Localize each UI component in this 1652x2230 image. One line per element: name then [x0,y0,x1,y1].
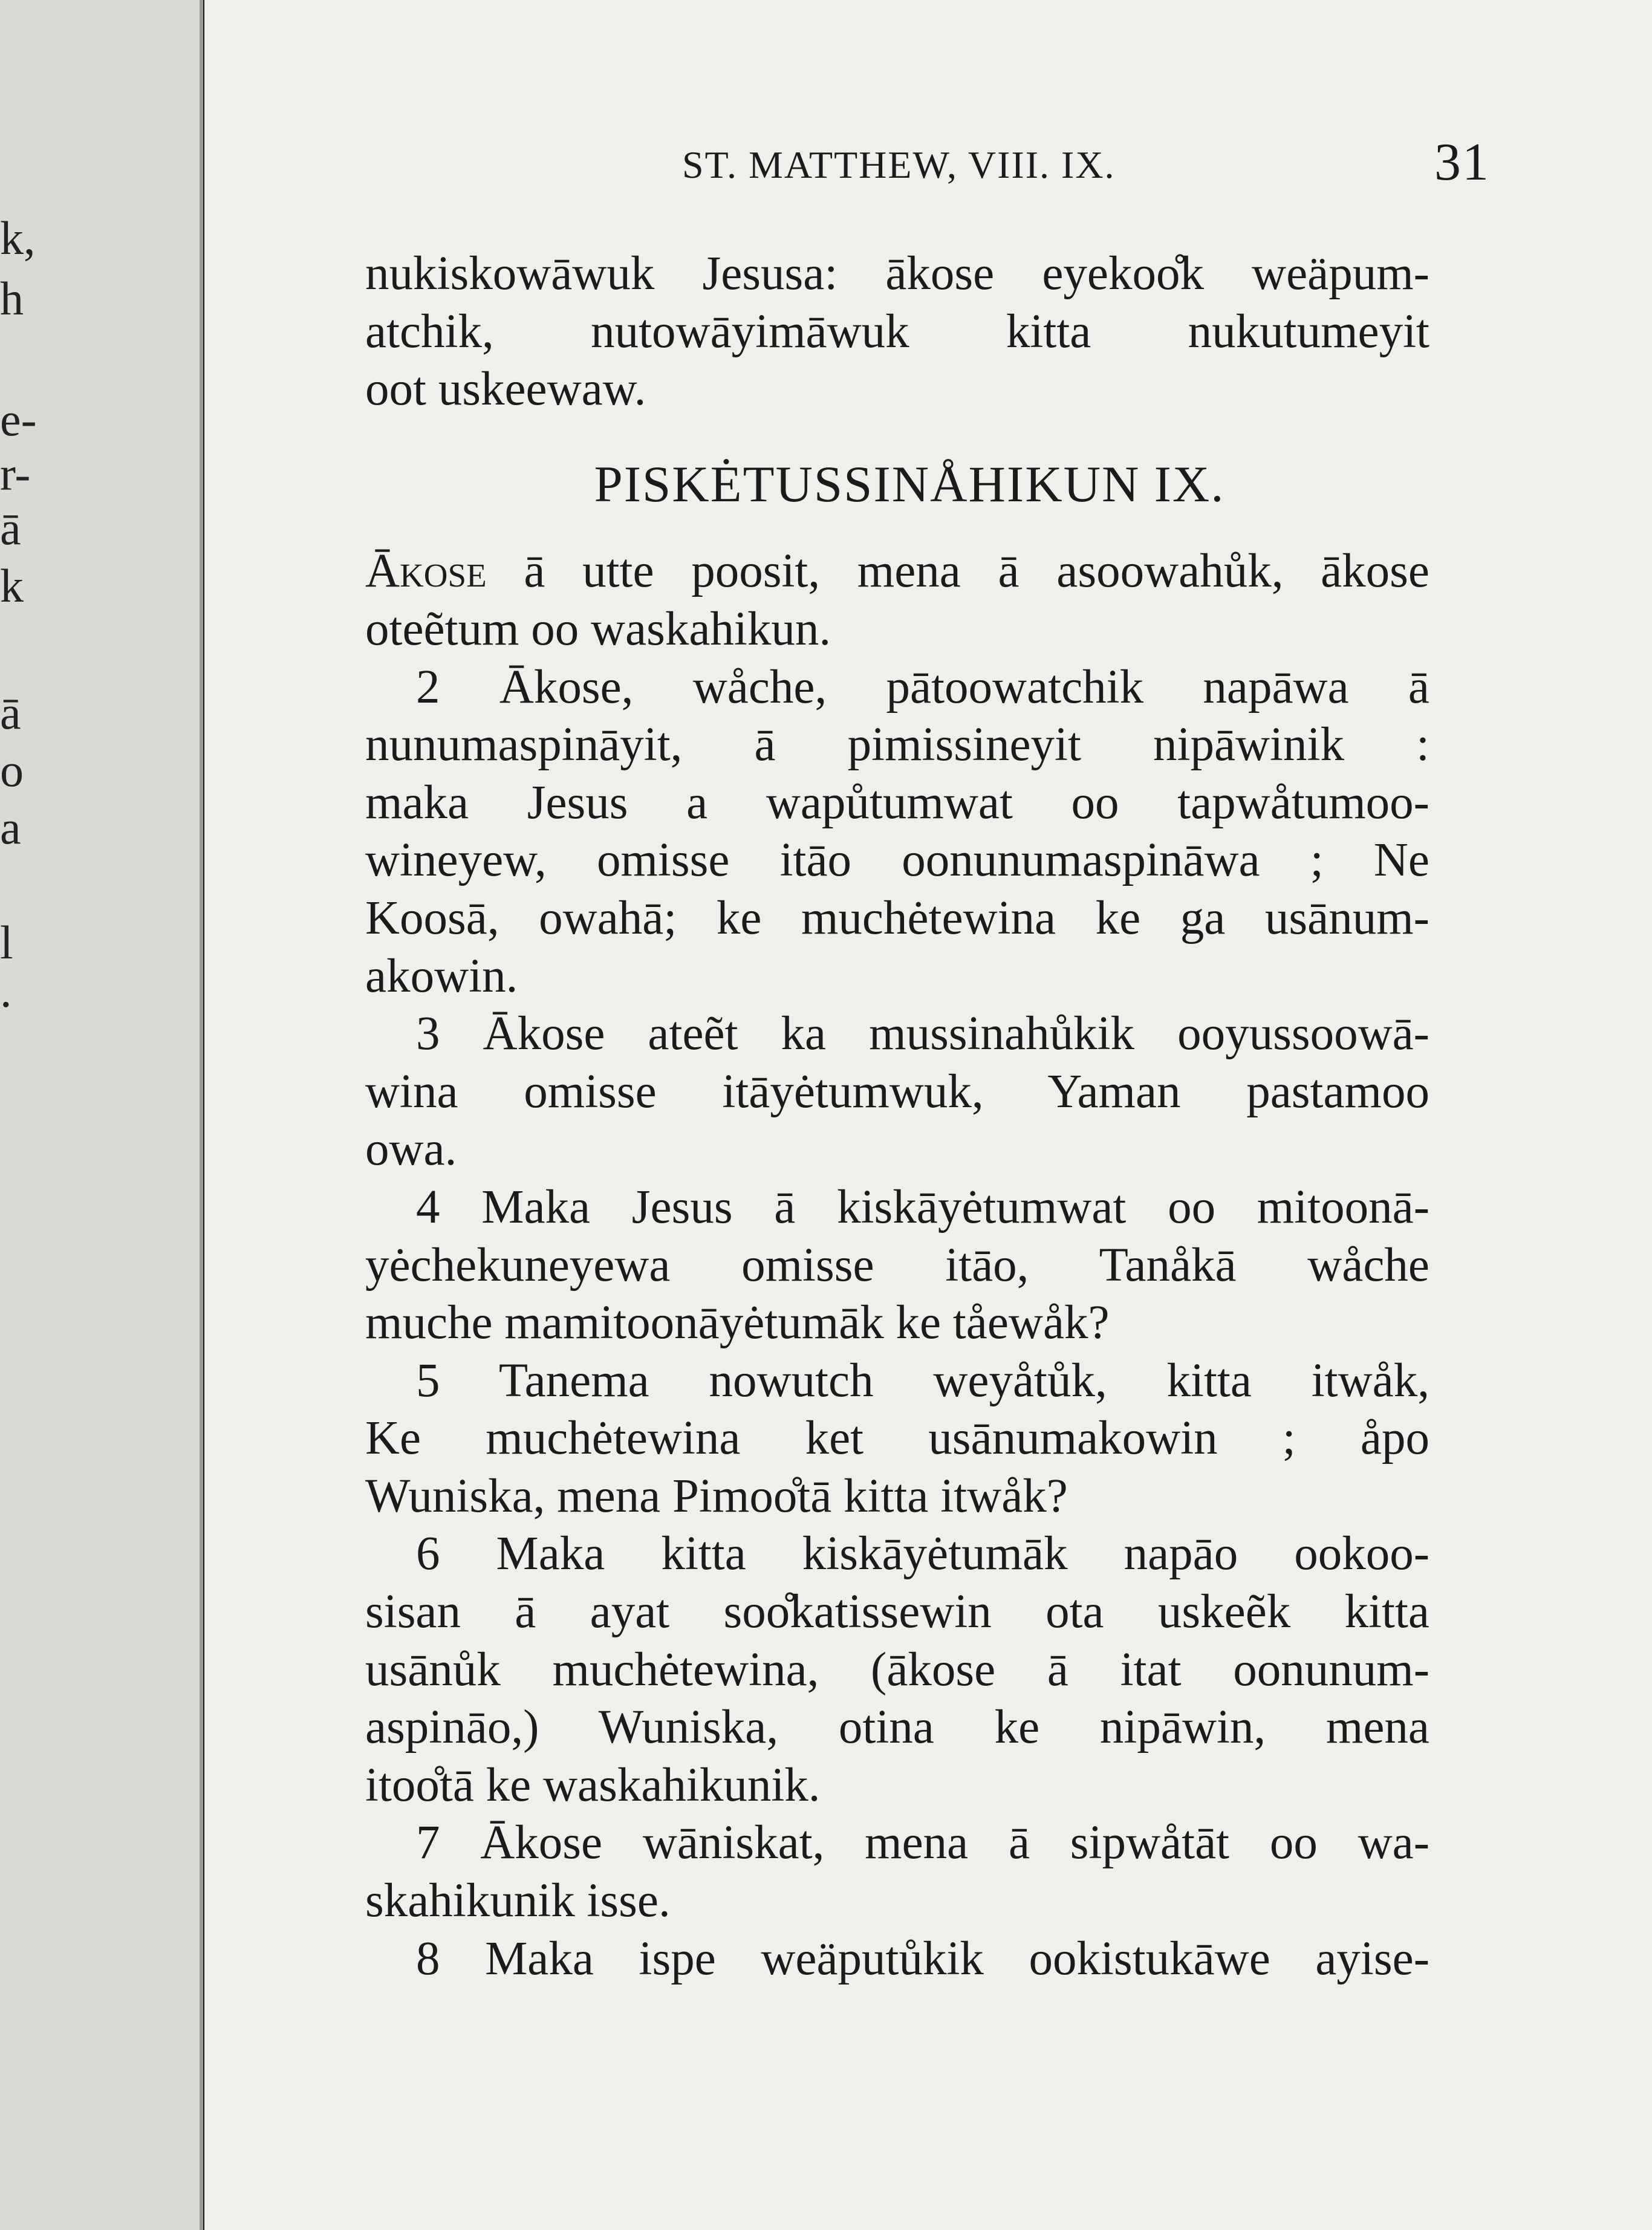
text-line: nukiskowāwuk Jesusa: ākose eyekoo̊k weäpum- [365,247,1429,300]
text-line: usānůk muchėtewina, (ākose ā itat oonunum- [365,1643,1429,1696]
text-line: itoo̊tā ke waskahikunik. [365,1758,821,1812]
body-text [365,245,1429,1988]
text-line: wineyew, omisse itāo oonunumaspināwa ; Ne [365,834,1429,887]
verse-line: 5 Tanema nowutch weyåtůk, kitta itwåk, [416,1354,1429,1407]
left-page-fragment: k [0,559,24,612]
left-page-fragment: o [0,744,24,796]
verse-line: 6 Maka kitta kiskāyėtumāk napāo ookoo- [416,1527,1429,1581]
verse-line: 2 Ākose, wåche, pātoowatchik napāwa ā [416,660,1429,714]
text-line: maka Jesus a wapůtumwat oo tapwåtumoo- [365,776,1429,829]
verse-line: 8 Maka ispe weäputůkik ookistukāwe ayise- [416,1932,1429,1985]
left-page-fragment: ā [0,686,21,739]
book-page [204,0,1652,2230]
verse-line: 3 Ākose ateẽt ka mussinahůkik ooyussoowā- [416,1007,1429,1061]
left-page-fragment: ā [0,502,21,554]
chapter-heading: PISKĖTUSSINÅHIKUN IX. [594,455,1225,513]
verse-line: 7 Ākose wāniskat, mena ā sipwåtāt oo wa- [416,1816,1429,1870]
left-page-fragment: r- [0,447,31,500]
text-line: yėchekuneyewa omisse itāo, Tanåkā wåche [365,1238,1429,1292]
verse-line: 4 Maka Jesus ā kiskāyėtumwat oo mitoonā- [416,1180,1429,1234]
text-line [365,542,1429,600]
drop-word: Ākose [365,545,487,598]
left-page-fragment: a [0,801,21,854]
text-line: oteẽtum oo waskahikun. [365,602,831,655]
text-line-rest: ā utte poosit, mena ā asoowahůk, ākose [486,545,1429,598]
text-line: Ke muchėtewina ket usānumakowin ; åpo [365,1412,1429,1465]
text-line: nunumaspināyit, ā pimissineyit nipāwinik : [365,718,1429,772]
text-line: Wuniska, mena Pimoo̊tā kitta itwåk? [365,1469,1068,1523]
text-line: sisan ā ayat soo̊katissewin ota uskeẽk kitta [365,1585,1429,1639]
left-page-edge [0,0,203,2230]
text-line: owa. [365,1123,457,1176]
left-page-fragment: k, [0,212,36,264]
left-page-fragment: e- [0,393,37,446]
text-line: muche mamitoonāyėtumāk ke tåewåk? [365,1296,1110,1350]
text-line: wina omisse itāyėtumwuk, Yaman pastamoo [365,1065,1429,1118]
left-page-fragment: l [0,916,13,969]
text-line: aspināo,) Wuniska, otina ke nipāwin, mena [365,1701,1429,1754]
text-line: atchik, nutowāyimāwuk kitta nukutumeyit [365,305,1429,358]
running-head: ST. MATTHEW, VIII. IX. [682,143,1116,186]
text-line: oot uskeewaw. [365,363,646,416]
text-line: Koosā, owahā; ke muchėtewina ke ga usānum- [365,891,1429,944]
text-line: skahikunik isse. [365,1874,671,1928]
page-header [682,132,1490,198]
page-number: 31 [1434,133,1490,192]
left-page-fragment: . [0,964,12,1017]
left-page-fragment: h [0,272,24,325]
text-line: akowin. [365,949,518,1003]
